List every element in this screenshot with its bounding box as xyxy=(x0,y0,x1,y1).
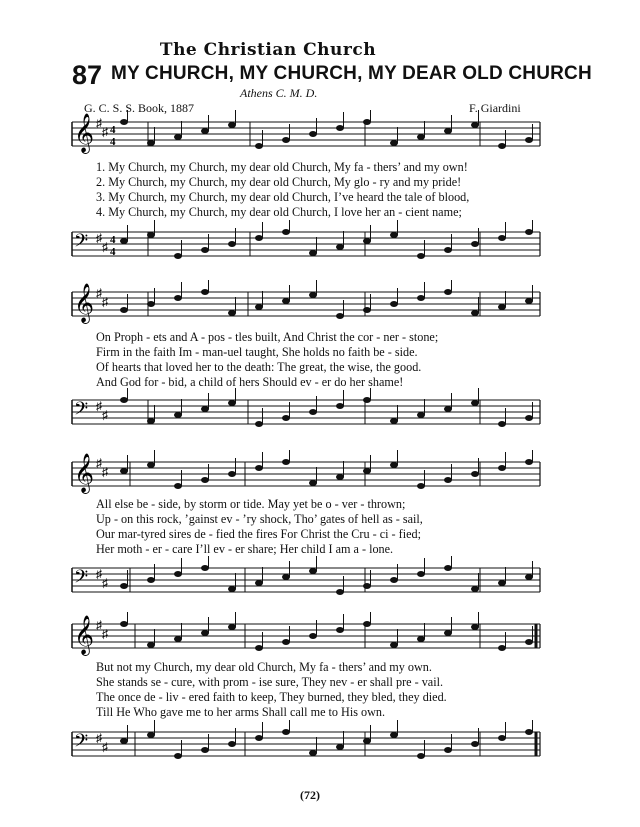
note-head xyxy=(201,630,209,636)
note-head xyxy=(498,304,506,310)
sharp-icon: ♯ xyxy=(96,116,102,130)
note-head xyxy=(309,480,317,486)
note-head xyxy=(417,753,425,759)
treble-clef-icon: 𝄞 xyxy=(74,453,95,493)
verse-line: 4. My Church, my Church, my dear old Church, I love her an - cient name; xyxy=(96,205,462,219)
note-head xyxy=(390,232,398,238)
verse-line: 3. My Church, my Church, my dear old Church, I’ve heard the tale of blood, xyxy=(96,190,470,204)
note-head xyxy=(498,235,506,241)
note-head xyxy=(417,412,425,418)
note-head xyxy=(174,412,182,418)
note-head xyxy=(120,307,128,313)
note-head xyxy=(363,238,371,244)
note-head xyxy=(228,122,236,128)
sharp-icon: ♯ xyxy=(102,465,108,479)
note-head xyxy=(309,250,317,256)
note-head xyxy=(444,289,452,295)
treble-clef-icon: 𝄞 xyxy=(74,615,95,655)
note-head xyxy=(525,574,533,580)
note-head xyxy=(228,400,236,406)
note-head xyxy=(444,406,452,412)
verse-line: Of hearts that loved her to the death: The great, the wise, the good. xyxy=(96,360,422,374)
note-head xyxy=(174,134,182,140)
note-head xyxy=(390,462,398,468)
note-head xyxy=(471,122,479,128)
verse-line: Firm in the faith Im - man-uel taught, She holds no faith be - side. xyxy=(96,345,418,359)
verse-line: All else be - side, by storm or tide. May yet be o - ver - thrown; xyxy=(96,497,406,511)
note-head xyxy=(255,421,263,427)
note-head xyxy=(174,253,182,259)
treble-clef-icon: 𝄞 xyxy=(74,283,95,323)
verse-line: And God for - bid, a child of hers Should ev - er do her shame! xyxy=(96,375,404,389)
note-head xyxy=(363,119,371,125)
verse-line: Up - on this rock, ’gainst ev - ’ry shock, Tho’ gates of hell as - sail, xyxy=(96,512,423,526)
note-head xyxy=(282,137,290,143)
note-head xyxy=(363,307,371,313)
bass-staff-3 xyxy=(0,556,640,606)
note-head xyxy=(417,253,425,259)
sharp-icon: ♯ xyxy=(96,456,102,470)
note-head xyxy=(228,310,236,316)
note-head xyxy=(120,468,128,474)
note-head xyxy=(147,301,155,307)
note-head xyxy=(417,636,425,642)
verse-line: The once de - liv - ered faith to keep, They burned, they bled, they died. xyxy=(96,690,447,704)
note-head xyxy=(336,627,344,633)
note-head xyxy=(174,753,182,759)
note-head xyxy=(363,397,371,403)
treble-staff-2 xyxy=(0,280,640,330)
note-head xyxy=(444,747,452,753)
note-head xyxy=(525,137,533,143)
note-head xyxy=(363,583,371,589)
note-head xyxy=(120,583,128,589)
bass-staff-1 xyxy=(0,220,640,270)
note-head xyxy=(174,636,182,642)
note-head xyxy=(390,642,398,648)
note-head xyxy=(471,741,479,747)
note-head xyxy=(282,639,290,645)
bass-staff-4 xyxy=(0,720,640,770)
note-head xyxy=(525,229,533,235)
note-head xyxy=(336,403,344,409)
hymn-number: 87 xyxy=(72,60,103,90)
note-head xyxy=(201,247,209,253)
note-head xyxy=(255,465,263,471)
note-head xyxy=(417,134,425,140)
sharp-icon: ♯ xyxy=(102,576,108,590)
page-number: (72) xyxy=(300,788,320,802)
note-head xyxy=(120,119,128,125)
note-head xyxy=(282,415,290,421)
note-head xyxy=(309,633,317,639)
bass-clef-icon: 𝄢 xyxy=(74,567,89,592)
section-title: The Christian Church xyxy=(159,40,377,60)
time-signature-icon: 4 xyxy=(110,136,116,148)
sharp-icon: ♯ xyxy=(96,286,102,300)
sharp-icon: ♯ xyxy=(96,618,102,632)
note-head xyxy=(336,313,344,319)
note-head xyxy=(147,462,155,468)
note-head xyxy=(174,295,182,301)
time-signature-icon: 4 xyxy=(110,246,116,258)
note-head xyxy=(201,289,209,295)
note-head xyxy=(471,400,479,406)
verse-line: Our mar-tyred sires de - fied the fires For Christ the Cru - ci - fied; xyxy=(96,527,421,541)
note-head xyxy=(336,744,344,750)
sharp-icon: ♯ xyxy=(96,731,102,745)
bass-clef-icon: 𝄢 xyxy=(74,231,89,256)
treble-staff-1 xyxy=(0,110,640,160)
note-head xyxy=(255,143,263,149)
note-head xyxy=(444,630,452,636)
note-head xyxy=(444,565,452,571)
note-head xyxy=(282,298,290,304)
note-head xyxy=(390,577,398,583)
verse-line: 1. My Church, my Church, my dear old Church, My fa - thers’ and my own! xyxy=(96,160,468,174)
note-head xyxy=(255,645,263,651)
bass-clef-icon: 𝄢 xyxy=(74,399,89,424)
note-head xyxy=(471,586,479,592)
sharp-icon: ♯ xyxy=(96,231,102,245)
note-head xyxy=(471,241,479,247)
note-head xyxy=(417,483,425,489)
verse-line: 2. My Church, my Church, my dear old Church, My glo - ry and my pride! xyxy=(96,175,462,189)
note-head xyxy=(255,235,263,241)
composer-credit: F. Giardini xyxy=(469,101,521,115)
note-head xyxy=(363,738,371,744)
note-head xyxy=(255,304,263,310)
sharp-icon: ♯ xyxy=(102,408,108,422)
verse-line: But not my Church, my dear old Church, My fa - thers’ and my own. xyxy=(96,660,432,674)
treble-staff-4 xyxy=(0,612,640,662)
time-signature-icon: 4 xyxy=(110,234,116,246)
note-head xyxy=(363,621,371,627)
note-head xyxy=(228,471,236,477)
note-head xyxy=(336,474,344,480)
note-head xyxy=(498,143,506,149)
note-head xyxy=(525,459,533,465)
note-head xyxy=(336,589,344,595)
note-head xyxy=(228,586,236,592)
note-head xyxy=(309,750,317,756)
note-head xyxy=(525,729,533,735)
bass-staff-2 xyxy=(0,388,640,438)
note-head xyxy=(498,465,506,471)
note-head xyxy=(282,459,290,465)
note-head xyxy=(228,624,236,630)
note-head xyxy=(390,140,398,146)
sharp-icon: ♯ xyxy=(102,295,108,309)
note-head xyxy=(336,125,344,131)
source-credit: G. C. S. S. Book, 1887 xyxy=(84,101,195,115)
verse-line: Till He Who gave me to her arms Shall call me to His own. xyxy=(96,705,386,719)
note-head xyxy=(309,568,317,574)
hymn-title: MY CHURCH, MY CHURCH, MY DEAR OLD CHURCH xyxy=(111,63,592,84)
treble-staff-3 xyxy=(0,450,640,500)
note-head xyxy=(309,131,317,137)
note-head xyxy=(147,732,155,738)
bass-clef-icon: 𝄢 xyxy=(74,731,89,756)
time-signature-icon: 4 xyxy=(110,124,116,136)
note-head xyxy=(201,477,209,483)
note-head xyxy=(120,397,128,403)
note-head xyxy=(525,639,533,645)
note-head xyxy=(282,229,290,235)
note-head xyxy=(120,238,128,244)
note-head xyxy=(255,735,263,741)
note-head xyxy=(282,574,290,580)
note-head xyxy=(147,140,155,146)
sharp-icon: ♯ xyxy=(96,399,102,413)
note-head xyxy=(201,747,209,753)
treble-clef-icon: 𝄞 xyxy=(74,113,95,153)
note-head xyxy=(174,483,182,489)
note-head xyxy=(498,421,506,427)
note-head xyxy=(147,232,155,238)
note-head xyxy=(417,295,425,301)
note-head xyxy=(201,128,209,134)
note-head xyxy=(228,241,236,247)
note-head xyxy=(444,477,452,483)
note-head xyxy=(282,729,290,735)
note-head xyxy=(471,471,479,477)
note-head xyxy=(390,732,398,738)
verse-line: Her moth - er - care I’ll ev - er share; Her child I am a - lone. xyxy=(96,542,394,556)
sharp-icon: ♯ xyxy=(96,567,102,581)
note-head xyxy=(471,310,479,316)
verse-line: She stands se - cure, with prom - ise sure, They nev - er shall pre - vail. xyxy=(96,675,444,689)
note-head xyxy=(525,415,533,421)
note-head xyxy=(363,468,371,474)
note-head xyxy=(498,735,506,741)
note-head xyxy=(336,244,344,250)
note-head xyxy=(147,418,155,424)
note-head xyxy=(444,128,452,134)
note-head xyxy=(390,301,398,307)
sharp-icon: ♯ xyxy=(102,240,108,254)
note-head xyxy=(471,624,479,630)
note-head xyxy=(417,571,425,577)
sharp-icon: ♯ xyxy=(102,740,108,754)
note-head xyxy=(201,406,209,412)
note-head xyxy=(255,580,263,586)
sharp-icon: ♯ xyxy=(102,627,108,641)
note-head xyxy=(228,741,236,747)
note-head xyxy=(498,645,506,651)
note-head xyxy=(444,247,452,253)
note-head xyxy=(498,580,506,586)
sharp-icon: ♯ xyxy=(102,125,108,139)
note-head xyxy=(390,418,398,424)
note-head xyxy=(525,298,533,304)
note-head xyxy=(120,738,128,744)
note-head xyxy=(147,577,155,583)
note-head xyxy=(147,642,155,648)
tune-name: Athens C. M. D. xyxy=(240,86,318,100)
note-head xyxy=(174,571,182,577)
note-head xyxy=(201,565,209,571)
verse-line: On Proph - ets and A - pos - tles built, And Christ the cor - ner - stone; xyxy=(96,330,439,344)
note-head xyxy=(309,292,317,298)
note-head xyxy=(309,409,317,415)
note-head xyxy=(120,621,128,627)
